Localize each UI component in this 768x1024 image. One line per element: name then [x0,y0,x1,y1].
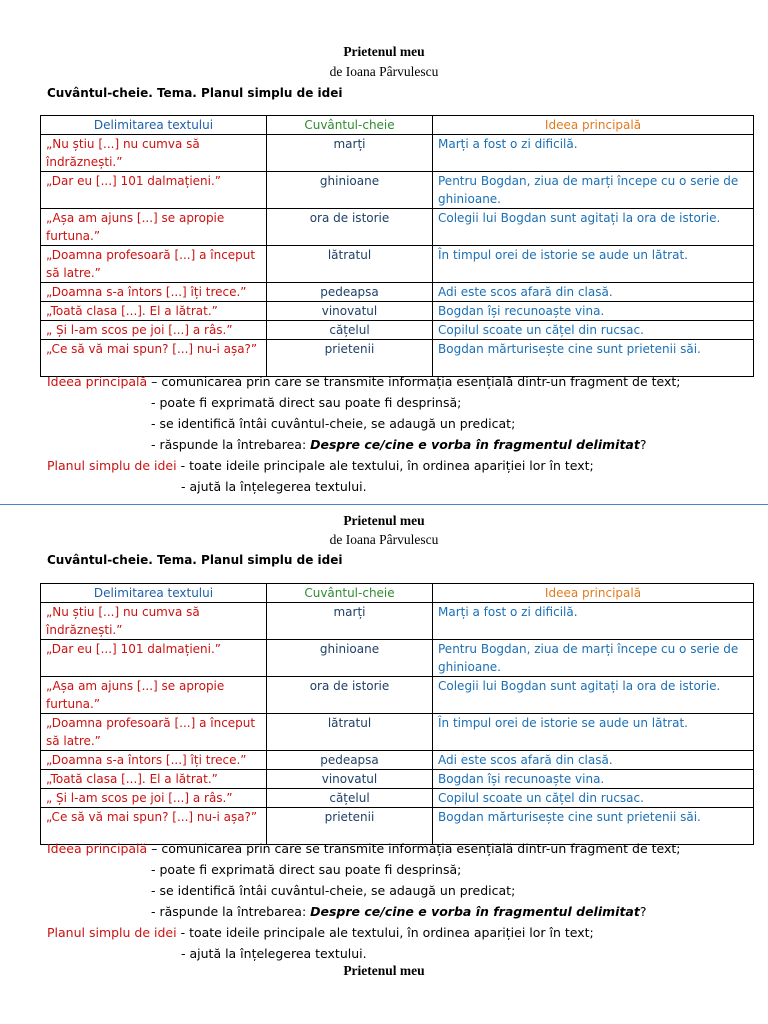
table-row [41,321,754,340]
definition-label: Ideea principală [47,374,148,389]
question-suffix: ? [639,437,647,452]
row-main-idea: Copilul scoate un cățel din rucsac. [433,789,754,808]
table-row [41,714,754,751]
definition-question [151,901,646,922]
row-keyword: lătratul [267,714,433,751]
row-main-idea: Marți a fost o zi dificilă. [433,603,754,640]
row-main-idea: Colegii lui Bogdan sunt agitați la ora de istorie. [433,677,754,714]
footer-title: Prietenul meu [343,963,425,978]
row-keyword: vinovatul [267,302,433,321]
row-delimitation: „ Și l-am scos pe joi [...] a râs.” [41,789,267,808]
row-keyword: vinovatul [267,770,433,789]
table-row [41,677,754,714]
row-main-idea: Bogdan mărturisește cine sunt prietenii săi. [433,340,754,377]
row-delimitation: „Așa am ajuns [...] se apropie furtuna.” [41,209,267,246]
row-delimitation: „Doamna s-a întors [...] îți trece.” [41,283,267,302]
plan-definition [47,455,594,476]
row-keyword: ghinioane [267,640,433,677]
row-delimitation: „Doamna profesoară [...] a început să latre.” [41,246,267,283]
row-main-idea: Copilul scoate un cățel din rucsac. [433,321,754,340]
page-subtitle: Cuvântul-cheie. Tema. Planul simplu de idei [47,86,343,100]
table-row [41,751,754,770]
row-delimitation: „ Și l-am scos pe joi [...] a râs.” [41,321,267,340]
row-keyword: ora de istorie [267,677,433,714]
table-row [41,172,754,209]
row-keyword: cățelul [267,321,433,340]
page-author: de Ioana Pârvulescu [329,532,439,547]
definition-text: – comunicarea prin care se transmite informația esențială dintr-un fragment de text; [147,374,681,389]
row-main-idea: În timpul orei de istorie se aude un lătrat. [433,714,754,751]
table-row [41,209,754,246]
definition-question [151,434,646,455]
definition-label: Ideea principală [47,841,148,856]
plan-label: Planul simplu de idei [47,458,177,473]
definition-text: – comunicarea prin care se transmite informația esențială dintr-un fragment de text; [147,841,681,856]
definition-bullet: - se identifică întâi cuvântul-cheie, se adaugă un predicat; [151,883,516,898]
row-keyword: prietenii [267,340,433,377]
table-row [41,789,754,808]
plan-bullet: - ajută la înțelegerea textului. [181,946,367,961]
row-delimitation: „Dar eu [...] 101 dalmațieni.” [41,172,267,209]
table-row [41,246,754,283]
row-keyword: marți [267,135,433,172]
ideas-table [40,583,754,845]
plan-label: Planul simplu de idei [47,925,177,940]
definition-bullet: - poate fi exprimată direct sau poate fi desprinsă; [151,862,462,877]
row-keyword: lătratul [267,246,433,283]
row-keyword: pedeapsa [267,751,433,770]
row-delimitation: „Ce să vă mai spun? [...] nu-i așa?” [41,340,267,377]
header-main-idea: Ideea principală [433,116,754,135]
row-delimitation: „Dar eu [...] 101 dalmațieni.” [41,640,267,677]
row-main-idea: Colegii lui Bogdan sunt agitați la ora de istorie. [433,209,754,246]
definition-bullet: - se identifică întâi cuvântul-cheie, se adaugă un predicat; [151,416,516,431]
question-text: Despre ce/cine e vorba în fragmentul delimitat [310,904,640,919]
row-delimitation: „Toată clasa [...]. El a lătrat.” [41,770,267,789]
row-keyword: cățelul [267,789,433,808]
row-keyword: pedeapsa [267,283,433,302]
table-row [41,640,754,677]
question-prefix: - răspunde la întrebarea: [151,437,311,452]
row-delimitation: „Nu știu [...] nu cumva să îndrăznești.” [41,135,267,172]
page-title: Prietenul meu [343,44,425,59]
table-row [41,603,754,640]
page-title: Prietenul meu [343,513,425,528]
row-delimitation: „Doamna s-a întors [...] îți trece.” [41,751,267,770]
page-separator [0,504,768,505]
row-main-idea: Bogdan își recunoaște vina. [433,770,754,789]
row-main-idea: În timpul orei de istorie se aude un lătrat. [433,246,754,283]
row-delimitation: „Toată clasa [...]. El a lătrat.” [41,302,267,321]
row-main-idea: Marți a fost o zi dificilă. [433,135,754,172]
row-delimitation: „Așa am ajuns [...] se apropie furtuna.” [41,677,267,714]
plan-text: - toate ideile principale ale textului, în ordinea apariției lor în text; [176,925,594,940]
row-main-idea: Pentru Bogdan, ziua de marți începe cu o serie de ghinioane. [433,172,754,209]
row-delimitation: „Doamna profesoară [...] a început să latre.” [41,714,267,751]
ideas-table [40,115,754,377]
plan-definition [47,922,594,943]
table-row [41,770,754,789]
page-author: de Ioana Pârvulescu [329,64,439,79]
row-keyword: marți [267,603,433,640]
header-main-idea: Ideea principală [433,584,754,603]
table-row [41,283,754,302]
row-main-idea: Adi este scos afară din clasă. [433,751,754,770]
definition-main-idea [47,371,681,392]
header-delimitation: Delimitarea textului [41,584,267,603]
question-prefix: - răspunde la întrebarea: [151,904,311,919]
plan-bullet: - ajută la înțelegerea textului. [181,479,367,494]
row-main-idea: Adi este scos afară din clasă. [433,283,754,302]
question-text: Despre ce/cine e vorba în fragmentul delimitat [310,437,640,452]
header-delimitation: Delimitarea textului [41,116,267,135]
row-delimitation: „Nu știu [...] nu cumva să îndrăznești.” [41,603,267,640]
definition-main-idea [47,838,681,859]
row-main-idea: Bogdan mărturisește cine sunt prietenii săi. [433,808,754,845]
header-keyword: Cuvântul-cheie [267,116,433,135]
row-delimitation: „Ce să vă mai spun? [...] nu-i așa?” [41,808,267,845]
header-keyword: Cuvântul-cheie [267,584,433,603]
plan-text: - toate ideile principale ale textului, în ordinea apariției lor în text; [176,458,594,473]
table-row [41,302,754,321]
definition-bullet: - poate fi exprimată direct sau poate fi desprinsă; [151,395,462,410]
question-suffix: ? [639,904,647,919]
row-main-idea: Pentru Bogdan, ziua de marți începe cu o serie de ghinioane. [433,640,754,677]
row-keyword: prietenii [267,808,433,845]
row-keyword: ghinioane [267,172,433,209]
row-main-idea: Bogdan își recunoaște vina. [433,302,754,321]
row-keyword: ora de istorie [267,209,433,246]
table-row [41,135,754,172]
page-subtitle: Cuvântul-cheie. Tema. Planul simplu de idei [47,553,343,567]
